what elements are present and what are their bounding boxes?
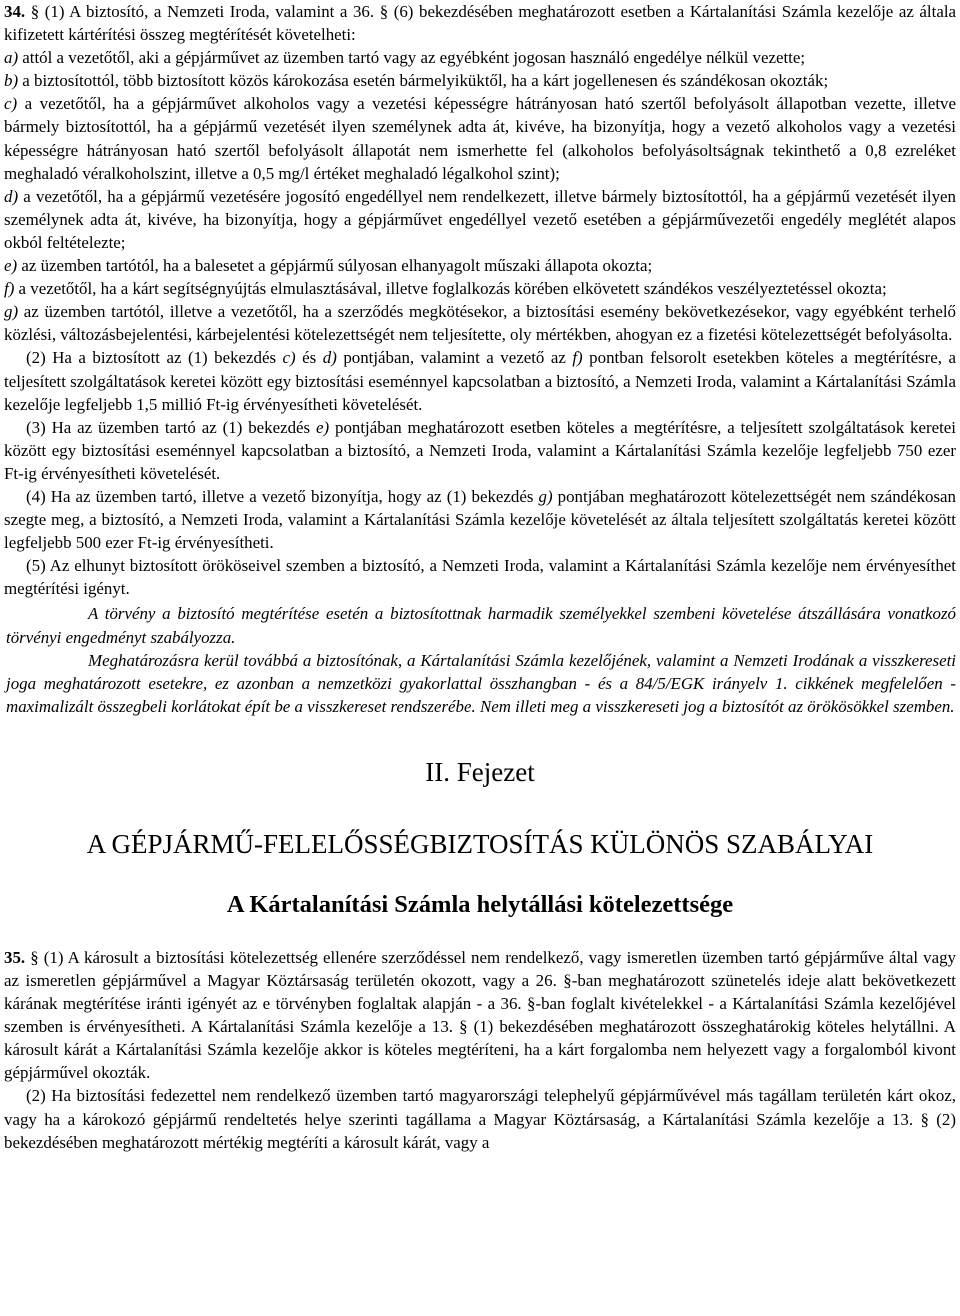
intro-text-rest: (6) bekezdésében meghatározott esetben a Kártalanítási Számla kezelője az általa kifizetett kártérítési összeg megtérítését követelheti: [4,2,957,45]
point-b [4,69,956,92]
point-label: d) [4,186,19,206]
point-label: b) [4,71,19,91]
point-text: a vezetőtől, ha a gépjármű vezetésére jogosító engedéllyel nem rendelkezett, illetve bármely biztosítottól, ha a gépjármű vezetését ilyen személynek adta át, kivéve, ha bizonyítja, hogy a gépjárművet engedéllyel vezető esetében a gépjárművezetői engedély meglétét alapos okból feltételezte; [4,186,956,252]
commentary-2: Meghatározásra kerül továbbá a biztosítónak, a Kártalanítási Számla kezelőjének, valamint a Nemzeti Irodának a visszkereseti joga meghatározott esetekre, ez azonban a nemzetközi gyakorlattal összhangban - és a 84/5/EGK irányelv 1. cikkének megfelelően - maximalizált összegbeli korlátokat épít be a visszkereset rendszerébe. Nem illeti meg a visszkereseti jog a biztosítót az örökösökkel szemben. [6,650,956,716]
text-run: és [295,348,323,368]
point-e [4,254,956,277]
point-text: az üzemben tartótól, illetve a vezetőtől, ha a szerződés megkötésekor, a biztosítási esemény bekövetkezésekor, vagy egyébként terhelő közlési, változásbejelentési, kárbejelentési kötelezettségét nem teljesítette, oly mértékben, ahogyan ez a fizetési kötelezettségét befolyásolta. [4,302,956,345]
text-run: (2) Ha a biztosított az (1) bekezdés [26,348,283,368]
point-ref: e) [316,417,330,437]
point-ref: c) [282,348,296,368]
text-run: (4) Ha az üzemben tartó, illetve a vezető bizonyítja, hogy az (1) bekezdés [26,486,539,506]
point-ref: d) [322,348,337,368]
section-35-paragraph-1 [4,946,956,1085]
point-d [4,185,956,254]
point-text: az üzemben tartótól, ha a balesetet a gépjármű súlyosan elhanyagolt műszaki állapota okozta; [17,256,653,276]
section-number: 34. [4,2,26,21]
point-text: attól a vezetőtől, aki a gépjárművet az üzemben tartó vagy az egyébként jogosan használó engedélye nélkül vezette; [18,48,806,68]
section-34-paragraph-3 [4,416,956,485]
text-run: (1) A károsult a biztosítási kötelezettség ellenére szerződéssel nem rendelkező, vagy ismeretlen üzemben tartó gépjárműve által vagy az ismeretlen gépjárművel a Magyar Köztársaság területén okozott, vagy a 26. §-ban meghatározott szünetelés ideje alatt bekövetkezett kárának megtérítése iránti igényét az e törvényben foglaltak alapján - a 36. §-ban foglalt kivételekkel - a Kártalanítási Számla kezelőjével szemben is érvényesítheti. A Kártalanítási Számla kezelője a 13. § (1) bekezdésében meghatározott összeghatárokig köteles helytállni. A károsult kárát a Kártalanítási Számla kezelője akkor is köteles megtéríteni, ha a kárt forgalomba nem helyezett vagy a forgalomból kivont gépjárművel okozták. [4,947,956,1083]
point-label: f) [4,279,15,299]
point-ref: f) [572,348,583,368]
point-text: a vezetőtől, ha a gépjárművet alkoholos vagy a vezetési képességre hátrányosan ható szertől befolyásolt állapotban vezette, illetve bármely biztosítottól, ha a gépjármű vezetését ilyen személynek adta át, kivéve, ha bizonyítja, hogy a vezető alkoholos vagy a vezetési képességre hátrányosan ható szertől befolyásolt állapotát nem ismerhette fel (alkoholos befolyásoltságnak tekinthető a 0,8 ezreléket meghaladó véralkoholszint, illetve a 0,5 mg/l értéket meghaladó légalkohol szint); [4,94,956,183]
point-label: c) [4,94,18,114]
section-sign: § [30,2,40,21]
section-34-intro [4,0,956,46]
sub-title: A Kártalanítási Számla helytállási kötelezettsége [226,890,734,918]
section-35-paragraph-2: (2) Ha biztosítási fedezettel nem rendelkező üzemben tartó magyarországi telephelyű gépjárművével más tagállam területén kárt okoz, vagy ha a károkozó gépjármű rendeltetés helye szerinti tagállama a Magyar Köztársaság, a Kártalanítási Számla kezelője a 13. § (2) bekezdésében meghatározott mértékig megtéríti a károsult kárát, vagy a [4,1086,956,1152]
text-run: pontban felsorolt esetekben köteles a megtérítésre, a teljesített szolgáltatások keretei között egy biztosítási eseménnyel kapcsolatban a biztosító, a Nemzeti Iroda, valamint a Kártalanítási Számla kezelője legfeljebb 1,5 millió Ft-ig érvényesítheti követelését. [4,348,957,414]
text-run: pontjában, valamint a vezető az [336,348,573,368]
point-ref: g) [538,486,553,506]
section-34-paragraph-5: (5) Az elhunyt biztosított örököseivel szemben a biztosító, a Nemzeti Iroda, valamint a Kártalanítási Számla kezelője nem érvényesíthet megtérítési igényt. [4,556,956,599]
commentary-1: A törvény a biztosító megtérítése esetén a biztosítottnak harmadik személyekkel szembeni követelése átszállására vonatkozó törvényi engedményt szabályozza. [6,604,956,647]
point-text: a vezetőtől, ha a kárt segítségnyújtás elmulasztásával, illetve foglalkozás körében elkövetett szándékos veszélyeztetéssel okozta; [14,279,887,299]
intro-text: (1) A biztosító, a Nemzeti Iroda, valamint a 36. [39,2,380,21]
part-title: A GÉPJÁRMŰ-FELELŐSSÉGBIZTOSÍTÁS KÜLÖNÖS SZABÁLYAI [86,828,874,859]
section-34-paragraph-4 [4,485,956,554]
text-run: (3) Ha az üzemben tartó az (1) bekezdés [26,417,317,437]
point-label: a) [4,48,19,68]
point-label: g) [4,302,19,322]
point-text: a biztosítottól, több biztosított közös károkozása esetén bármelyiküktől, ha a kárt jogellenesen és szándékosan okozták; [18,71,829,91]
point-label: e) [4,256,18,276]
text-run: pontjában meghatározott kötelezettségét nem szándékosan szegte meg, a biztosító, a Nemzeti Iroda, valamint a Kártalanítási Számla kezelője követelését az általa teljesített szolgáltatás keretei között legfeljebb 500 ezer Ft-ig érvényesítheti. [4,486,956,553]
point-f [4,277,956,300]
section-number: 35. [4,947,26,967]
point-a [4,46,956,69]
chapter-title: II. Fejezet [425,756,535,787]
section-sign: § [379,2,389,21]
section-34-paragraph-2 [4,346,956,415]
point-g [4,300,956,346]
point-c [4,92,956,184]
section-sign: § [30,947,39,967]
text-run: pontjában meghatározott esetben köteles a megtérítésre, a teljesített szolgáltatások keretei között egy biztosítási eseménnyel kapcsolatban a biztosító, a Nemzeti Iroda, valamint a Kártalanítási Számla kezelője legfeljebb 750 ezer Ft-ig érvényesítheti követelését. [4,417,956,483]
